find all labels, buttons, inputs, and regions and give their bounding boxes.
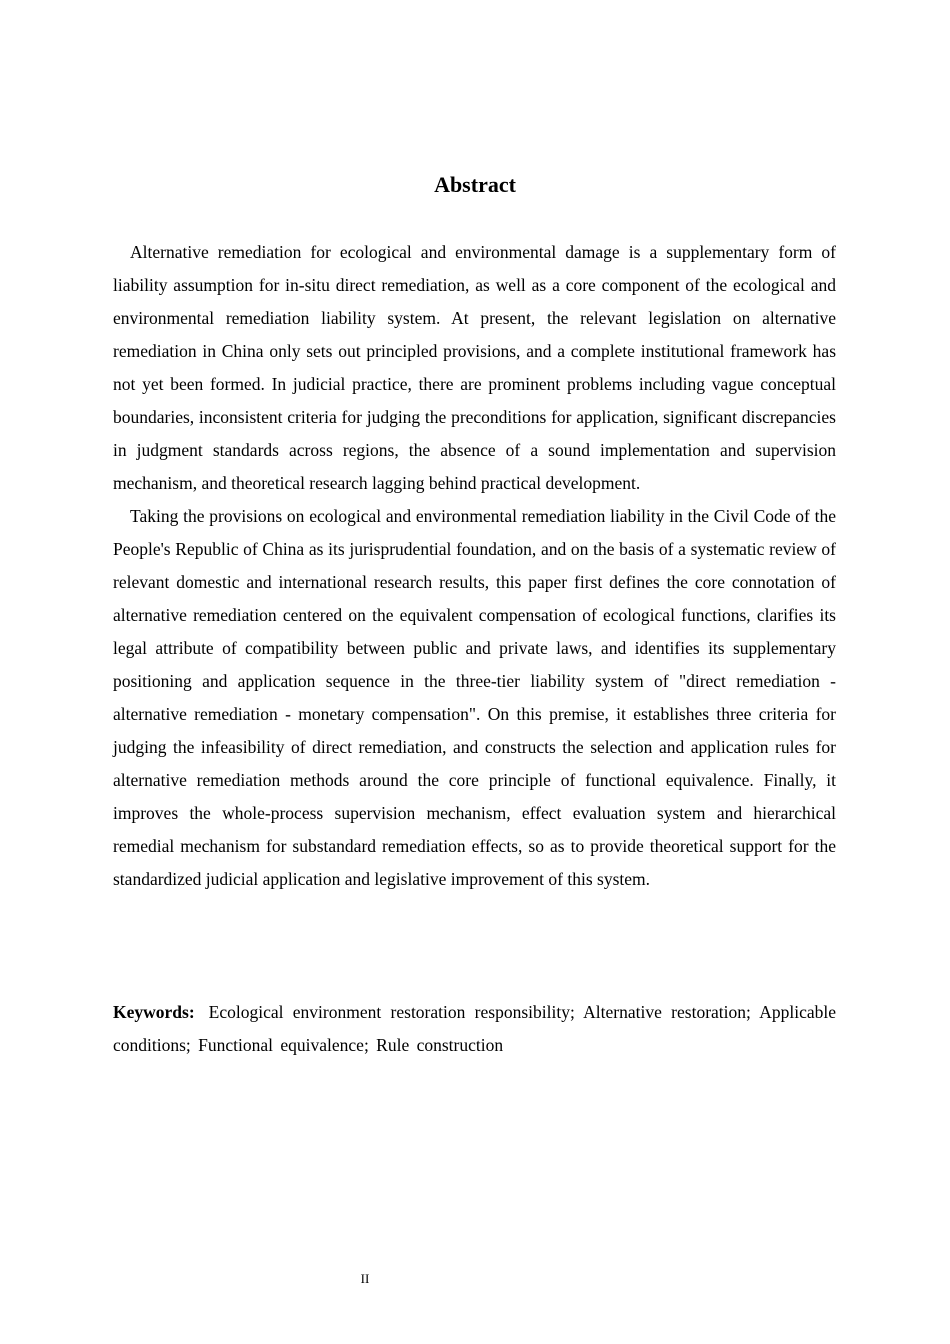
abstract-body [113, 236, 836, 896]
keywords-list: Ecological environment restoration responsibility; Alternative restoration; Applicable conditions; Functional equivalence; Rule construction [113, 1002, 836, 1055]
abstract-paragraph-1: Alternative remediation for ecological and environmental damage is a supplementary form of liability assumption for in-situ direct remediation, as well as a core component of the ecological and environmental remediation liability system. At present, the relevant legislation on alternative remediation in China only sets out principled provisions, and a complete institutional framework has not yet been formed. In judicial practice, there are prominent problems including vague conceptual boundaries, inconsistent criteria for judging the preconditions for application, significant discrepancies in judgment standards across regions, the absence of a sound implementation and supervision mechanism, and theoretical research lagging behind practical development. [113, 242, 836, 493]
keywords-label: Keywords: [113, 1002, 195, 1022]
abstract-title: Abstract [434, 172, 516, 197]
abstract-paragraph-2: Taking the provisions on ecological and environmental remediation liability in the Civil Code of the People's Republic of China as its jurisprudential foundation, and on the basis of a systematic review of relevant domestic and international research results, this paper first defines the core connotation of alternative remediation centered on the equivalent compensation of ecological functions, clarifies its legal attribute of compatibility between public and private laws, and identifies its supplementary positioning and application sequence in the three-tier liability system of "direct remediation - alternative remediation - monetary compensation". On this premise, it establishes three criteria for judging the infeasibility of direct remediation, and constructs the selection and application rules for alternative remediation methods around the core principle of functional equivalence. Finally, it improves the whole-process supervision mechanism, effect evaluation system and hierarchical remedial mechanism for substandard remediation effects, so as to provide theoretical support for the standardized judicial application and legislative improvement of this system. [113, 506, 836, 889]
keywords-line [113, 996, 836, 1062]
page-number: II [360, 1271, 370, 1286]
